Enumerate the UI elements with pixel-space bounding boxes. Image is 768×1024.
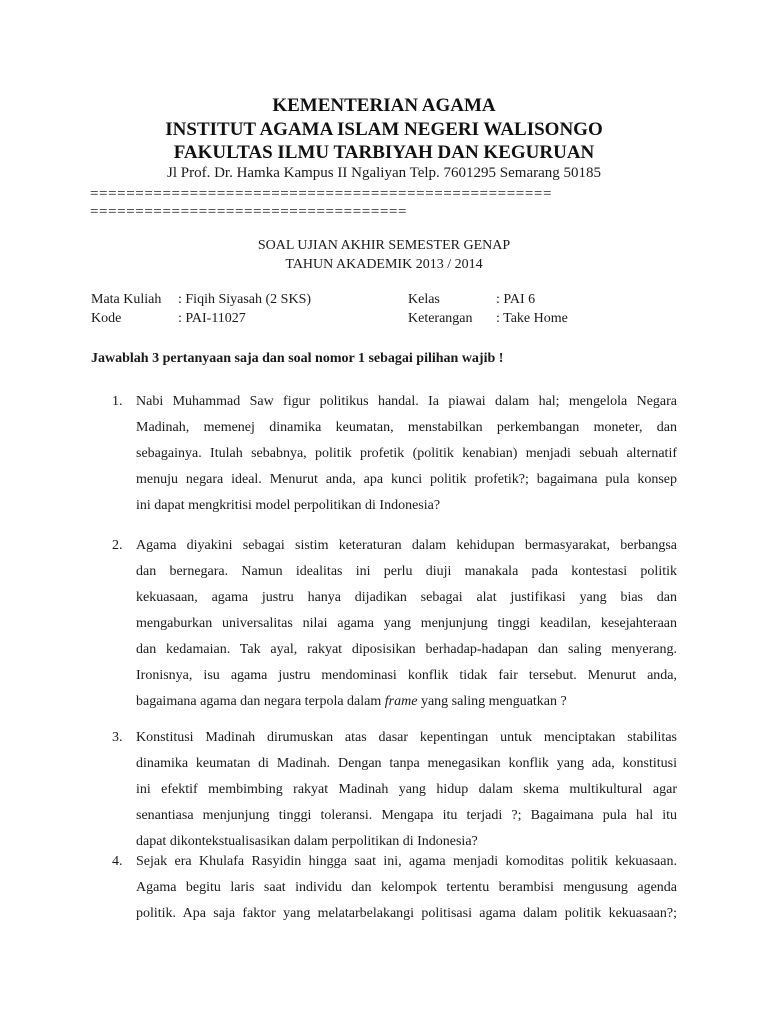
question-line: dapat dikontekstualisasikan dalam perpolitikan di Indonesia? [136, 834, 478, 849]
note-value: : Take Home [496, 311, 568, 326]
separator-line-2: =================================== [90, 204, 408, 220]
question-line: Konstitusi Madinah dirumuskan atas dasar kepentingan untuk menciptakan stabilitas [136, 730, 677, 745]
class-label: Kelas [408, 292, 440, 307]
question-line: dan bernegara. Namun idealitas ini perlu diuji manakala pada kontestasi politik [136, 564, 677, 579]
question-line: kekuasaan, agama justru hanya dijadikan sebagai alat justifikasi yang bias dan [136, 590, 677, 605]
separator-line-1: =================================================== [90, 186, 553, 202]
class-value: : PAI 6 [496, 292, 536, 307]
frame-term: frame [384, 694, 418, 709]
question-line: dinamika keumatan di Madinah. Dengan tanpa menegasikan konflik yang ada, konstitusi [136, 756, 677, 771]
institute-title: INSTITUT AGAMA ISLAM NEGERI WALISONGO [165, 119, 603, 140]
question-line: ini dapat mengkritisi model perpolitikan di Indonesia? [136, 498, 441, 513]
question-line: Agama diyakini sebagai sistim keteraturan dalam kehidupan bermasyarakat, berbangsa [136, 538, 677, 553]
question-line: menuju negara ideal. Menurut anda, apa kunci politik profetik?; bagaimana pula konsep [136, 472, 677, 487]
course-value: : Fiqih Siyasah (2 SKS) [178, 292, 312, 307]
question-number: 1. [112, 394, 123, 409]
question-line: Sejak era Khulafa Rasyidin hingga saat ini, agama menjadi komoditas politik kekuasaan. [136, 854, 677, 869]
question-line: sebagainya. Itulah sebabnya, politik profetik (politik kenabian) menjadi sebuah alternatif [136, 446, 677, 461]
ministry-title: KEMENTERIAN AGAMA [272, 95, 496, 116]
note-label: Keterangan [408, 311, 473, 326]
address-line: Jl Prof. Dr. Hamka Kampus II Ngaliyan Telp. 7601295 Semarang 50185 [166, 165, 602, 181]
question-line: Madinah, memenej dinamika keumatan, menstabilkan perkembangan moneter, dan [136, 420, 677, 435]
code-label: Kode [91, 311, 122, 326]
question-number: 3. [112, 730, 123, 745]
question-line: Ironisnya, isu agama justru mendominasi konflik tidak fair tersebut. Menurut anda, [136, 668, 677, 683]
question-line: Agama begitu laris saat individu dan kelompok tertentu berambisi mengusung agenda [136, 880, 677, 895]
course-label: Mata Kuliah [91, 292, 162, 307]
faculty-title: FAKULTAS ILMU TARBIYAH DAN KEGURUAN [173, 142, 595, 163]
question-line: senantiasa menjunjung tinggi toleransi. Mengapa itu terjadi ?; Bagaimana pula hal itu [136, 808, 677, 823]
code-value: : PAI-11027 [178, 311, 246, 326]
question-line: politik. Apa saja faktor yang melatarbelakangi politisasi agama dalam politik kekuasaan?; [136, 906, 677, 921]
question-line: mengaburkan universalitas nilai agama yang menjunjung tinggi keadilan, kesejahteraan [136, 616, 677, 631]
question-line: dan kedamaian. Tak ayal, rakyat diposisikan berhadap-hadapan dan saling menyerang. [136, 642, 677, 657]
question-line-end: yang saling menguatkan ? [417, 694, 567, 709]
instruction-text: Jawablah 3 pertanyaan saja dan soal nomor 1 sebagai pilihan wajib ! [91, 351, 504, 366]
question-line [136, 694, 677, 712]
question-line-start: bagaimana agama dan negara terpola dalam [136, 694, 385, 709]
question-line: ini efektif membimbing rakyat Madinah yang hidup dalam skema multikultural agar [136, 782, 677, 797]
academic-year: TAHUN AKADEMIK 2013 / 2014 [285, 257, 483, 272]
question-number: 4. [112, 854, 123, 869]
exam-title: SOAL UJIAN AKHIR SEMESTER GENAP [257, 238, 511, 253]
question-line: Nabi Muhammad Saw figur politikus handal. Ia piawai dalam hal; mengelola Negara [136, 394, 677, 409]
question-number: 2. [112, 538, 123, 553]
